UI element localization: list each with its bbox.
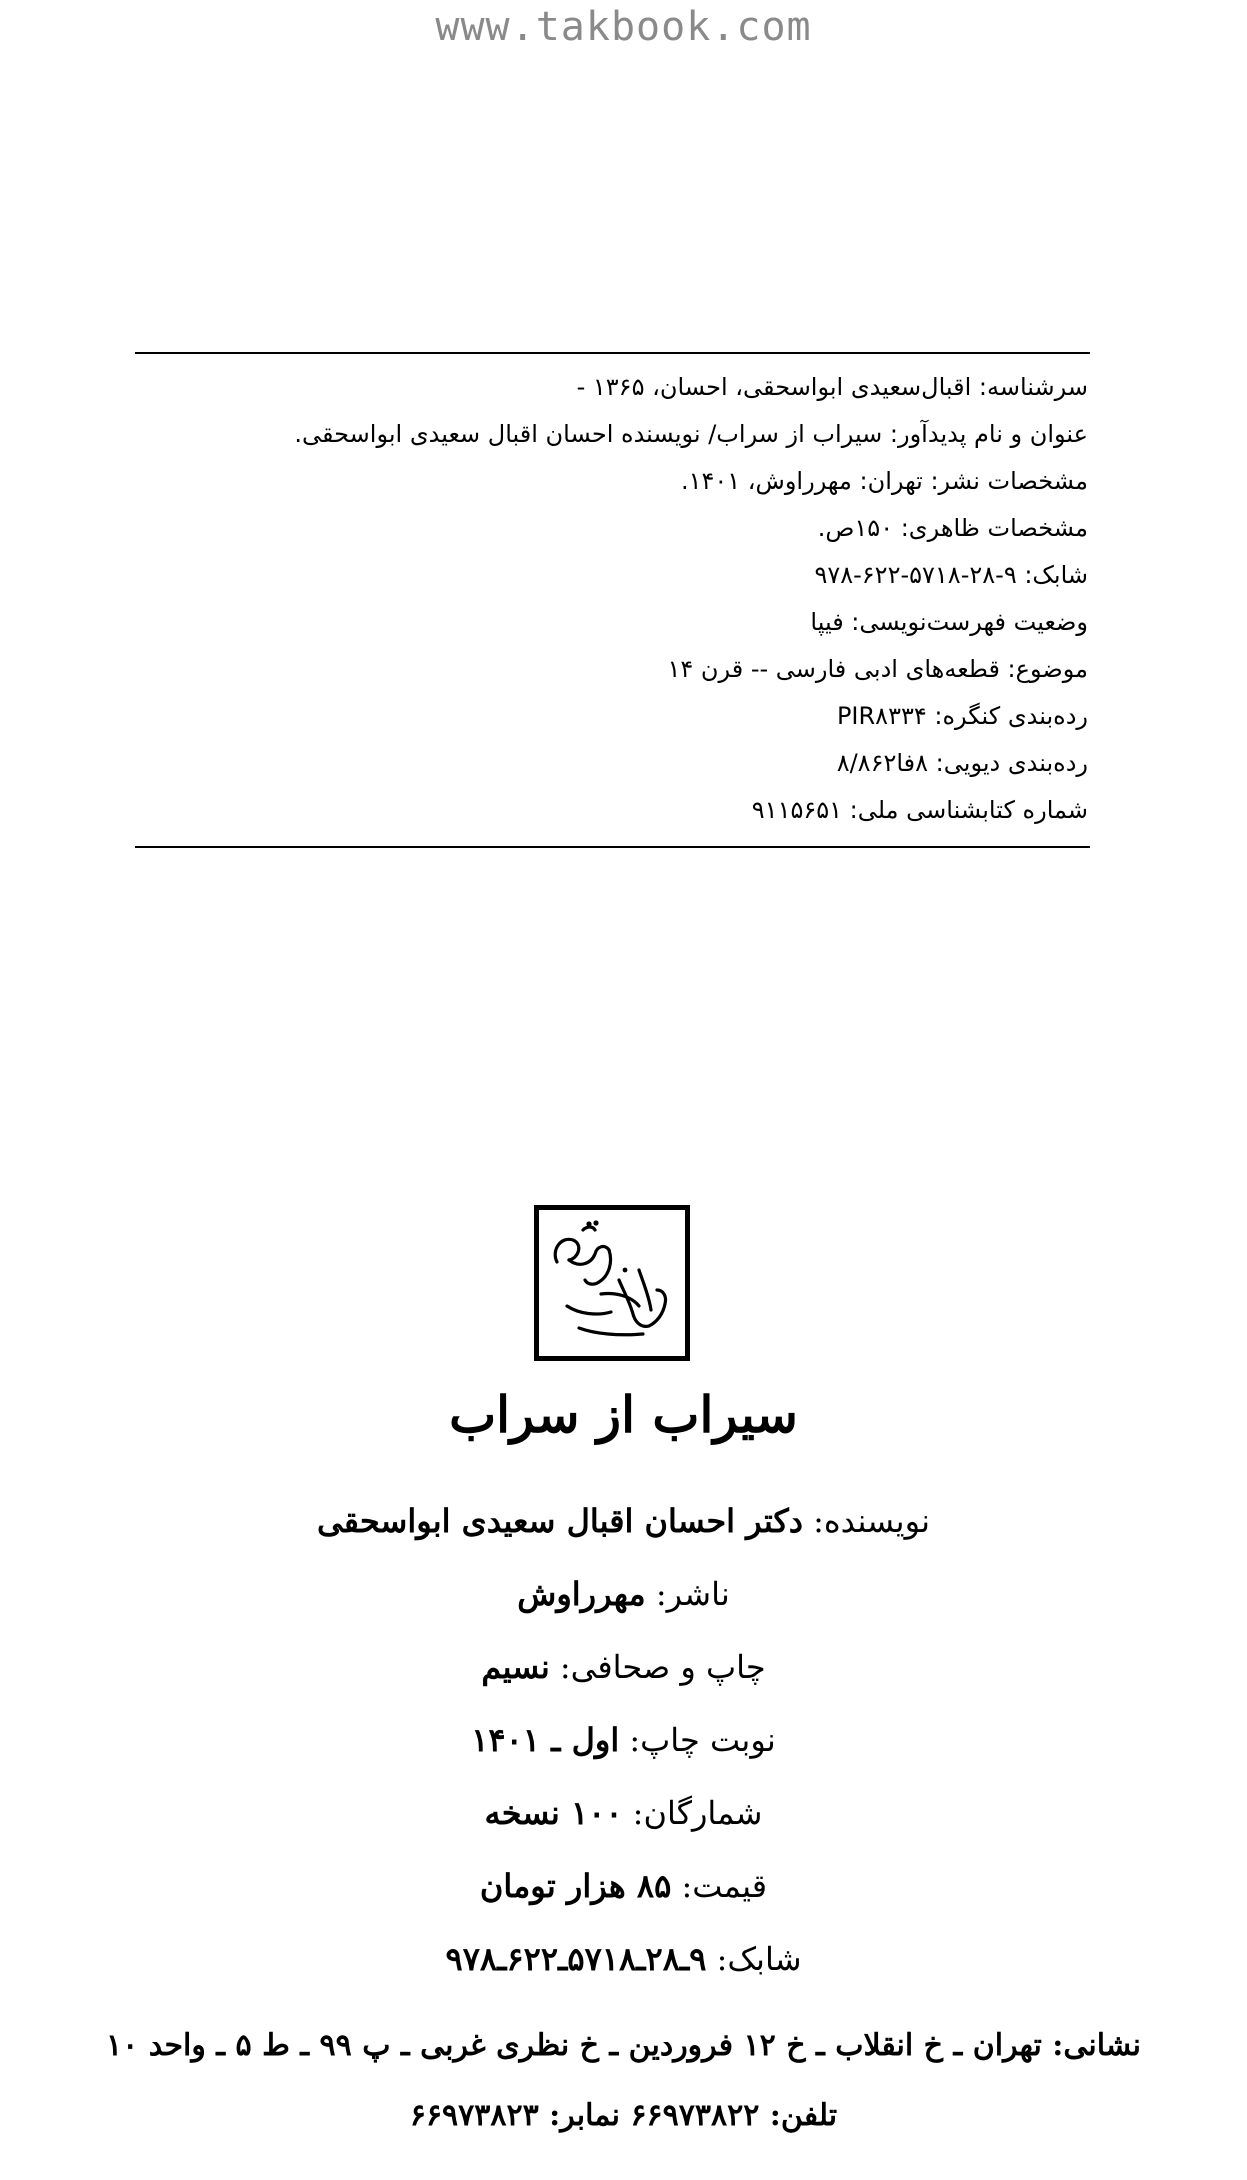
printer-value: نسیم [481,1648,550,1686]
price-label: قیمت: [681,1867,768,1905]
circulation-value: ۱۰۰ نسخه [484,1794,623,1832]
catalog-line-isbn: شابک: ۹-۲۸-۵۷۱۸-۶۲۲-۹۷۸ [814,561,1088,589]
book-title: سیراب از سراب [449,1385,798,1444]
isbn-label: شابک: [716,1940,802,1978]
printer-label: چاپ و صحافی: [559,1648,766,1686]
author-line [0,1485,1247,1558]
circulation-line [0,1777,1247,1850]
publisher-logo-icon [534,1205,690,1361]
publisher-line [0,1558,1247,1631]
catalog-line-dewey: رده‌بندی دیویی: ۸فا۸/۸۶۲ [836,749,1088,777]
publication-info [0,1485,1247,1996]
catalog-bottom-rule [135,846,1090,848]
isbn-line [0,1923,1247,1996]
circulation-label: شمارگان: [632,1794,763,1832]
catalog-lines [135,354,1090,846]
catalog-line-national-no: شماره کتابشناسی ملی: ۹۱۱۵۶۵۱ [751,796,1088,824]
printer-line [0,1631,1247,1704]
watermark-url: www.takbook.com [435,4,812,50]
publisher-address: نشانی: تهران ـ خ انقلاب ـ خ ۱۲ فروردین ـ خ نظری غربی ـ پ ۹۹ ـ ط ۵ ـ واحد ۱۰ [106,2028,1141,2063]
publisher-value: مهرراوش [517,1575,646,1613]
catalog-line-lc-class: رده‌بندی کنگره: PIR۸۳۳۴ [836,702,1088,730]
publisher-phone: تلفن: ۶۶۹۷۳۸۲۲ نمابر: ۶۶۹۷۳۸۲۳ [409,2098,838,2133]
catalog-line-publication: مشخصات نشر: تهران: مهرراوش، ۱۴۰۱. [680,467,1088,495]
catalog-record [135,352,1090,848]
price-value: ۸۵ هزار تومان [479,1867,672,1905]
logo-calligraphy-icon [539,1210,685,1356]
catalog-line-status: وضعیت فهرست‌نویسی: فیپا [810,608,1088,636]
isbn-value: ۹ـ۲۸ـ۵۷۱۸ـ۶۲۲ـ۹۷۸ [445,1940,707,1978]
edition-label: نوبت چاپ: [629,1721,776,1759]
catalog-line-subject: موضوع: قطعه‌های ادبی فارسی -- قرن ۱۴ [667,655,1088,683]
edition-line [0,1704,1247,1777]
author-value: دکتر احسان اقبال سعیدی ابواسحقی [316,1502,803,1540]
edition-value: اول ـ ۱۴۰۱ [471,1721,620,1759]
catalog-line-title: عنوان و نام پدیدآور: سیراب از سراب/ نویسنده احسان اقبال سعیدی ابواسحقی. [294,420,1088,448]
author-label: نویسنده: [813,1502,931,1540]
publisher-label: ناشر: [655,1575,730,1613]
catalog-line-physical: مشخصات ظاهری: ۱۵۰ص. [817,514,1088,542]
catalog-line-main-entry: سرشناسه: اقبال‌سعیدی ابواسحقی، احسان، ۱۳۶۵ - [576,373,1088,401]
price-line [0,1850,1247,1923]
